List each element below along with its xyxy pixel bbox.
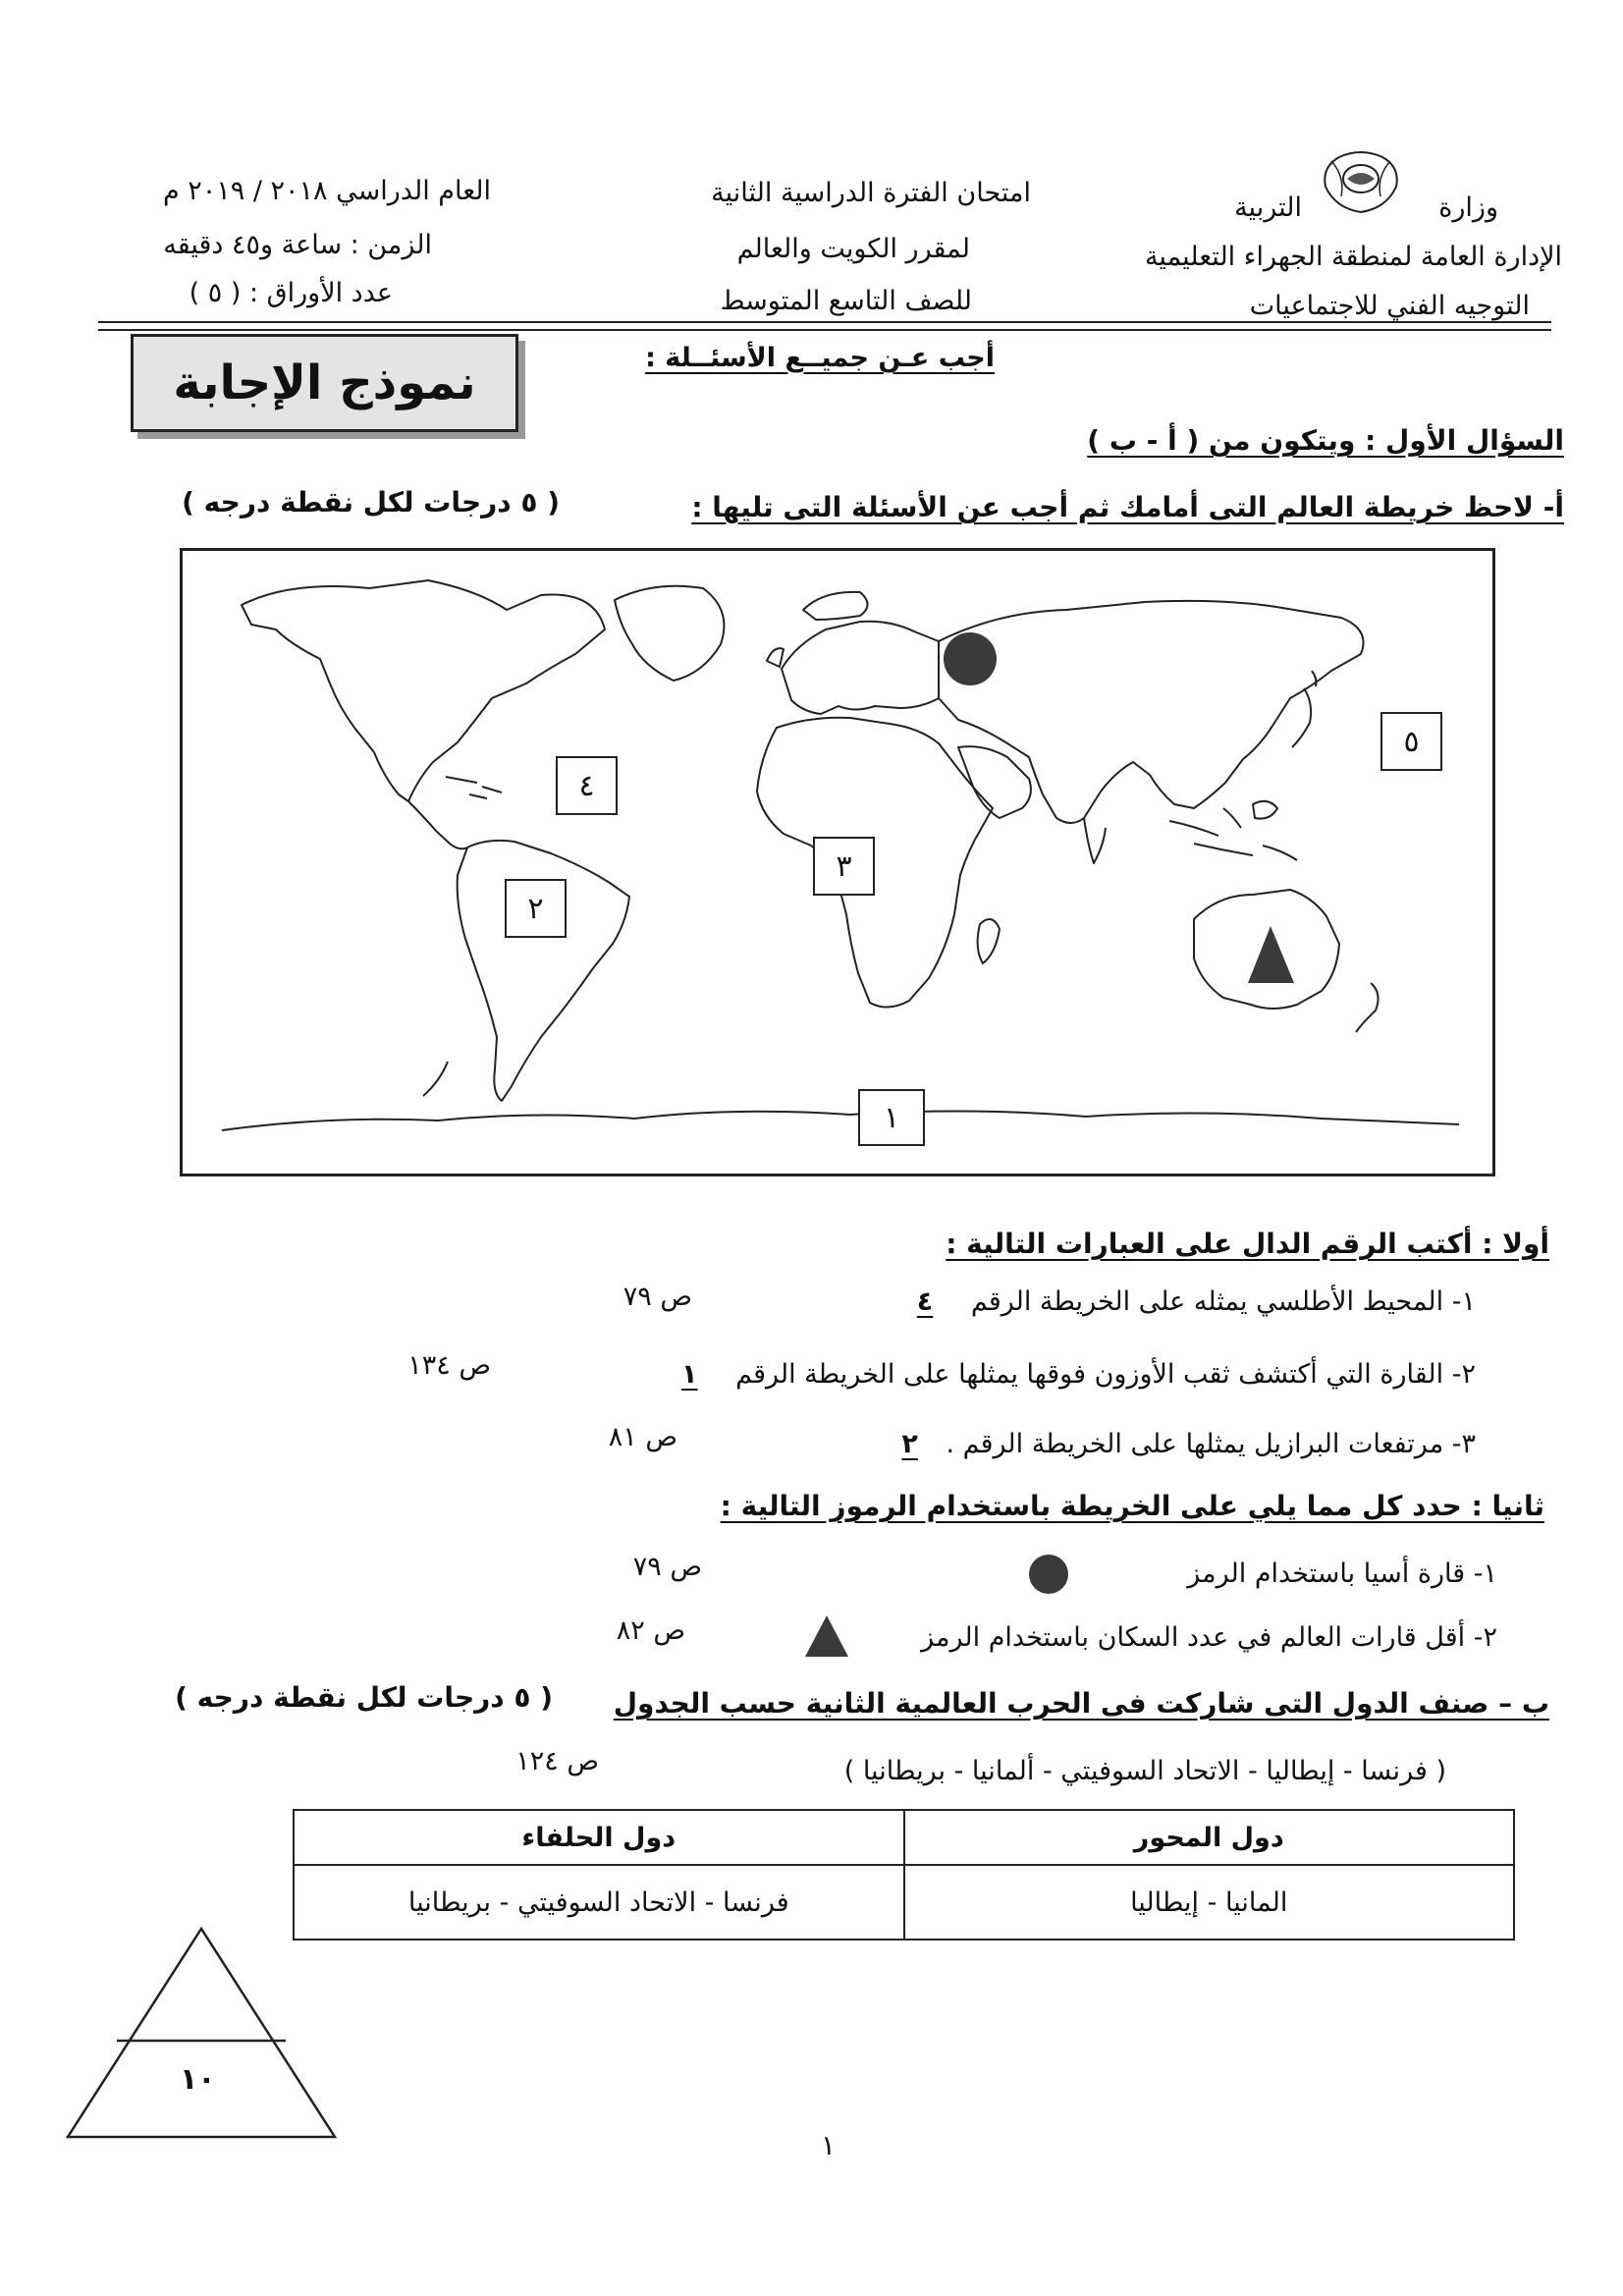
first-item-1-page: ص ٧٩	[622, 1282, 692, 1312]
directorate-label: الإدارة العامة لمنطقة الجهراء التعليمية	[1144, 242, 1562, 272]
page-count: عدد الأوراق : ( ٥ )	[189, 278, 393, 308]
first-item-1-answer: ٤	[916, 1286, 934, 1317]
first-item-1	[917, 1286, 1476, 1317]
second-item-2-text: ٢- أقل قارات العالم في عدد السكان باستخدام الرمز	[921, 1622, 1497, 1653]
course-name: لمقرر الكويت والعالم	[736, 234, 970, 264]
first-item-3-text: ٣- مرتفعات البرازيل يمثلها على الخريطة الرقم .	[946, 1429, 1476, 1459]
axis-header: دول المحور	[904, 1810, 1515, 1865]
instructions: أجب عـن جميــع الأسئــلة :	[645, 343, 995, 373]
part-a-instruction: أ- لاحظ خريطة العالم التى أمامك ثم أجب عن الأسئلة التى تليها :	[691, 491, 1564, 523]
asia-circle-symbol	[944, 632, 997, 685]
score-triangle	[64, 1925, 339, 2141]
triangle-symbol-icon	[803, 1613, 850, 1663]
ministry-label-2: التربية	[1234, 192, 1302, 223]
first-item-2	[681, 1359, 1476, 1390]
ministry-label: وزارة	[1438, 192, 1498, 223]
first-item-2-answer: ١	[681, 1359, 698, 1390]
supervision-label: التوجيه الفني للاجتماعيات	[1249, 291, 1530, 321]
second-heading: ثانيا : حدد كل مما يلي على الخريطة باستخدام الرموز التالية :	[720, 1490, 1544, 1522]
second-item-1-page: ص ٧٩	[632, 1552, 702, 1582]
exam-title: امتحان الفترة الدراسية الثانية	[711, 178, 1031, 208]
map-label-1: ١	[858, 1089, 925, 1146]
exam-time: الزمن : ساعة و٤٥ دقيقه	[163, 230, 432, 260]
table-header-row	[294, 1810, 1514, 1865]
first-item-3-page: ص ٨١	[608, 1422, 677, 1452]
first-heading: أولا : أكتب الرقم الدال على العبارات التالية :	[946, 1228, 1549, 1260]
academic-year: العام الدراسي ٢٠١٨ / ٢٠١٩ م	[162, 176, 491, 206]
page-number: ١	[821, 2129, 837, 2161]
map-label-4: ٤	[556, 756, 618, 815]
part-b-instruction: ب – صنف الدول التى شاركت فى الحرب العالمية الثانية حسب الجدول	[613, 1687, 1549, 1720]
answer-model-badge: نموذج الإجابة	[131, 334, 518, 432]
first-item-3-answer: ٢	[901, 1429, 918, 1459]
header-divider-2	[98, 329, 1551, 331]
ministry-emblem-icon	[1318, 147, 1404, 216]
australia-triangle-symbol	[1248, 926, 1294, 983]
second-item-1-text: ١- قارة أسيا باستخدام الرمز	[1187, 1558, 1497, 1589]
first-item-3	[901, 1429, 1476, 1459]
circle-symbol-icon	[1029, 1555, 1068, 1594]
axis-countries-cell: المانيا - إيطاليا	[904, 1865, 1515, 1940]
map-label-5: ٥	[1380, 712, 1442, 771]
table-row	[294, 1865, 1514, 1940]
map-label-3: ٣	[813, 837, 875, 896]
grade-level: للصف التاسع المتوسط	[720, 286, 972, 316]
countries-list: ( فرنسا - إيطاليا - الاتحاد السوفيتي - ألمانيا - بريطانيا )	[843, 1756, 1446, 1786]
map-label-2: ٢	[505, 879, 567, 938]
allies-header: دول الحلفاء	[294, 1810, 904, 1865]
second-item-2-page: ص ٨٢	[616, 1615, 685, 1646]
ww2-classification-table	[293, 1809, 1515, 1941]
first-item-2-page: ص ١٣٤	[407, 1350, 491, 1381]
first-item-1-text: ١- المحيط الأطلسي يمثله على الخريطة الرقم	[970, 1286, 1476, 1317]
question-1-title: السؤال الأول : ويتكون من ( أ - ب )	[1087, 424, 1564, 457]
allies-countries-cell: فرنسا - الاتحاد السوفيتي - بريطانيا	[294, 1865, 904, 1940]
part-b-points: ( ٥ درجات لكل نقطة درجه )	[175, 1681, 553, 1714]
header-divider	[98, 321, 1551, 323]
score-value: ١٠	[180, 2062, 216, 2097]
world-map	[180, 548, 1495, 1176]
first-item-2-text: ٢- القارة التي أكتشف ثقب الأوزون فوقها يمثلها على الخريطة الرقم	[735, 1359, 1476, 1390]
countries-page: ص ١٢٤	[515, 1746, 599, 1777]
part-a-points: ( ٥ درجات لكل نقطة درجه )	[182, 486, 560, 519]
